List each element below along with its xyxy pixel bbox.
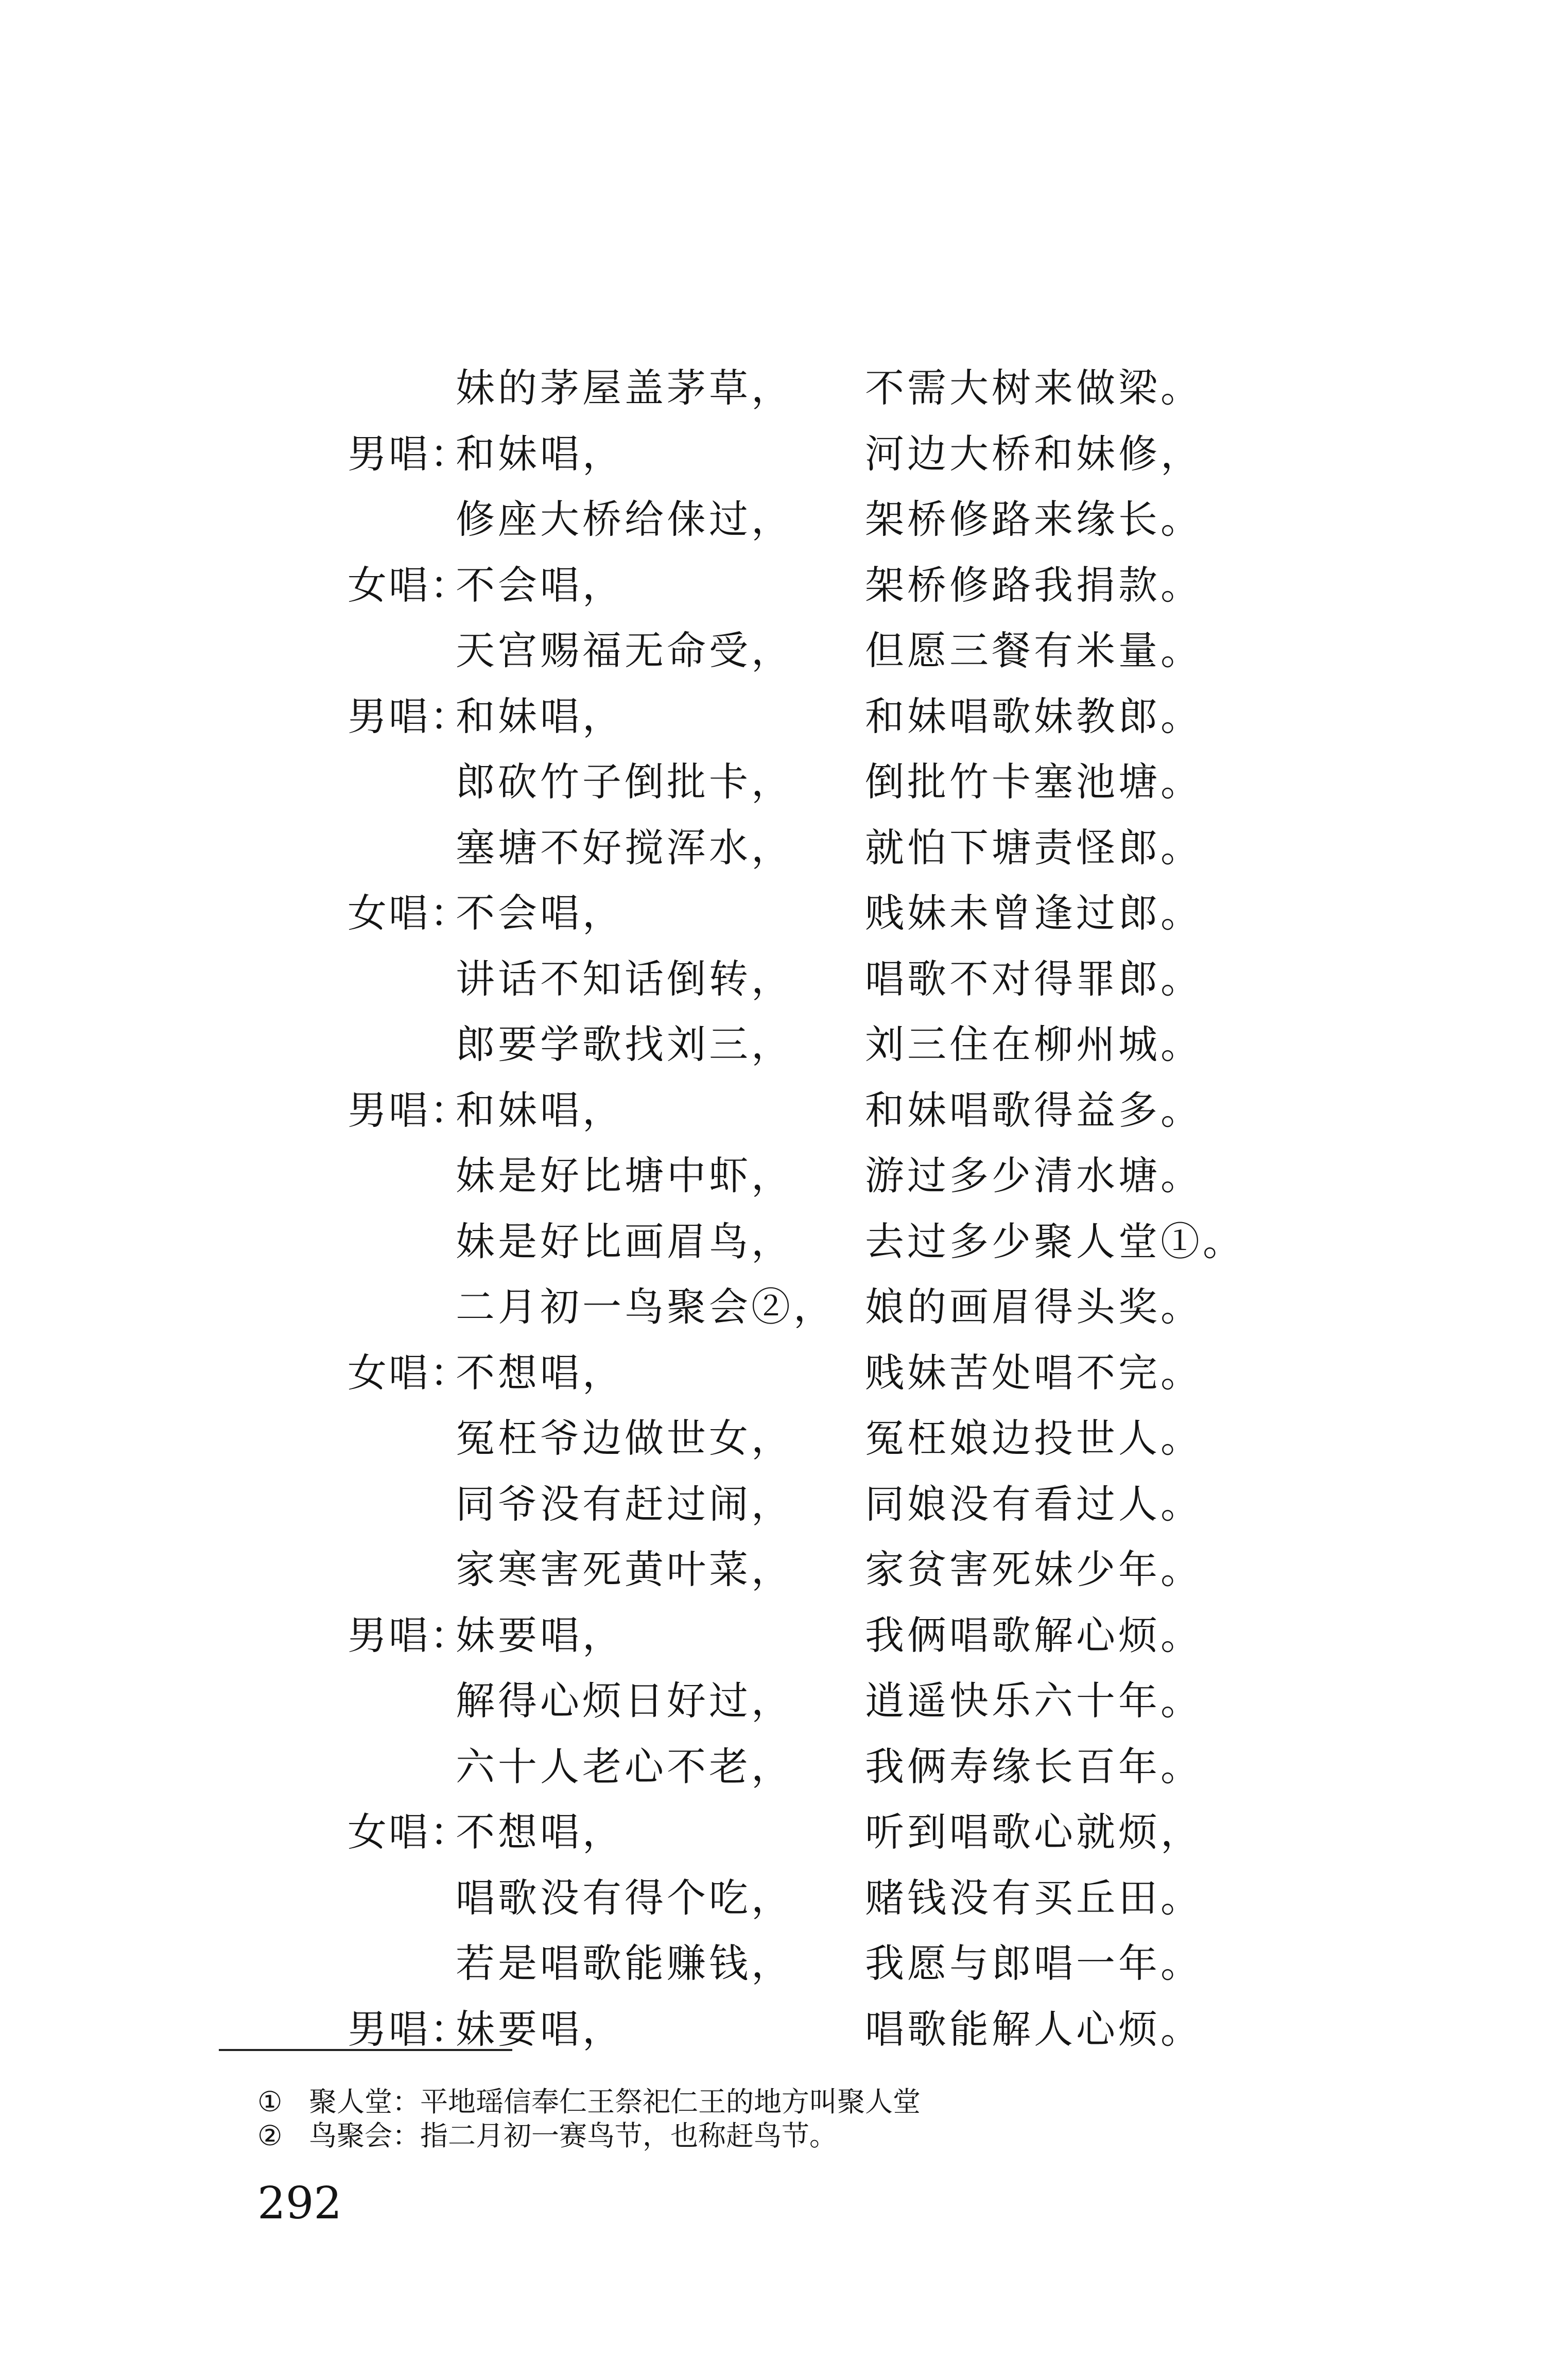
footnote-text: 聚人堂：平地瑶信奉仁王祭祀仁王的地方叫聚人堂 bbox=[309, 2086, 921, 2118]
first-half-verse: 家寒害死黄叶菜， bbox=[456, 1547, 793, 1592]
footnote-mark: ① bbox=[257, 2086, 283, 2118]
first-half-verse: 二月初一鸟聚会②， bbox=[456, 1284, 836, 1330]
poem-line bbox=[0, 421, 1542, 487]
first-half-verse: 解得心烦日好过， bbox=[456, 1678, 793, 1724]
second-half-verse: 游过多少清水塘。 bbox=[865, 1153, 1203, 1198]
poem-line bbox=[0, 1799, 1542, 1865]
second-half-verse: 架桥修路我捐款。 bbox=[865, 562, 1203, 608]
poem-line bbox=[0, 1209, 1542, 1275]
first-half-verse: 天宫赐福无命受， bbox=[456, 628, 793, 673]
first-half-verse: 妹的茅屋盖茅草， bbox=[456, 365, 793, 411]
first-half-verse: 不会唱， bbox=[456, 562, 625, 608]
first-half-verse: 冤枉爷边做世女， bbox=[456, 1415, 793, 1461]
second-half-verse: 我俩唱歌解心烦。 bbox=[865, 1612, 1203, 1658]
second-half-verse: 冤枉娘边投世人。 bbox=[865, 1415, 1203, 1461]
first-half-verse: 讲话不知话倒转， bbox=[456, 956, 793, 1002]
poem-line bbox=[0, 552, 1542, 618]
poem-line bbox=[0, 1931, 1542, 1996]
speaker-label: 男唱： bbox=[348, 1612, 471, 1658]
speaker-label: 女唱： bbox=[348, 890, 471, 936]
second-half-verse: 去过多少聚人堂①。 bbox=[865, 1218, 1245, 1264]
second-half-verse: 架桥修路来缘长。 bbox=[865, 496, 1203, 542]
second-half-verse: 唱歌能解人心烦。 bbox=[865, 2006, 1203, 2052]
first-half-verse: 妹是好比画眉鸟， bbox=[456, 1218, 793, 1264]
poem-line bbox=[0, 1274, 1542, 1340]
speaker-label: 女唱： bbox=[348, 1809, 471, 1855]
first-half-verse: 塞塘不好搅浑水， bbox=[456, 824, 793, 871]
poem-line bbox=[0, 1996, 1542, 2062]
second-half-verse: 河边大桥和妹修， bbox=[865, 430, 1203, 477]
poem-line bbox=[0, 618, 1542, 684]
second-half-verse: 但愿三餐有米量。 bbox=[865, 628, 1203, 673]
first-half-verse: 不想唱， bbox=[456, 1349, 625, 1396]
second-half-verse: 贱妹未曾逢过郎。 bbox=[865, 890, 1203, 936]
poem-line bbox=[0, 355, 1542, 421]
second-half-verse: 和妹唱歌得益多。 bbox=[865, 1087, 1203, 1133]
first-half-verse: 和妹唱， bbox=[456, 693, 625, 739]
poem-line bbox=[0, 1143, 1542, 1209]
footnote bbox=[257, 2085, 921, 2119]
first-half-verse: 妹是好比塘中虾， bbox=[456, 1153, 793, 1198]
poem-line bbox=[0, 815, 1542, 881]
poem-line bbox=[0, 1537, 1542, 1603]
first-half-verse: 不想唱， bbox=[456, 1809, 625, 1855]
footnote-divider bbox=[219, 2049, 512, 2051]
second-half-verse: 我俩寿缘长百年。 bbox=[865, 1743, 1203, 1790]
second-half-verse: 唱歌不对得罪郎。 bbox=[865, 956, 1203, 1002]
footnote-mark: ② bbox=[257, 2120, 283, 2152]
second-half-verse: 家贫害死妹少年。 bbox=[865, 1547, 1203, 1592]
second-half-verse: 我愿与郎唱一年。 bbox=[865, 1940, 1203, 1986]
second-half-verse: 和妹唱歌妹教郎。 bbox=[865, 693, 1203, 739]
poem-line bbox=[0, 749, 1542, 815]
second-half-verse: 赌钱没有买丘田。 bbox=[865, 1874, 1203, 1921]
poem-line bbox=[0, 880, 1542, 946]
poem-line bbox=[0, 1078, 1542, 1143]
second-half-verse: 听到唱歌心就烦， bbox=[865, 1809, 1203, 1855]
footnote-text: 鸟聚会：指二月初一赛鸟节，也称赶鸟节。 bbox=[309, 2120, 837, 2152]
first-half-verse: 唱歌没有得个吃， bbox=[456, 1874, 793, 1921]
first-half-verse: 不会唱， bbox=[456, 890, 625, 936]
second-half-verse: 娘的画眉得头奖。 bbox=[865, 1284, 1203, 1330]
second-half-verse: 同娘没有看过人。 bbox=[865, 1481, 1203, 1527]
first-half-verse: 和妹唱， bbox=[456, 430, 625, 477]
speaker-label: 男唱： bbox=[348, 2006, 471, 2052]
first-half-verse: 修座大桥给俫过， bbox=[456, 496, 793, 542]
first-half-verse: 妹要唱， bbox=[456, 2006, 625, 2052]
footnote bbox=[257, 2119, 921, 2153]
page-number: 292 bbox=[257, 2178, 342, 2229]
first-half-verse: 若是唱歌能赚钱， bbox=[456, 1940, 793, 1986]
speaker-label: 女唱： bbox=[348, 1349, 471, 1396]
poem-line bbox=[0, 1734, 1542, 1800]
poem-body bbox=[0, 355, 1542, 2062]
second-half-verse: 就怕下塘责怪郎。 bbox=[865, 824, 1203, 871]
poem-line bbox=[0, 1012, 1542, 1078]
speaker-label: 男唱： bbox=[348, 430, 471, 477]
poem-line bbox=[0, 1668, 1542, 1734]
first-half-verse: 同爷没有赶过闹， bbox=[456, 1481, 793, 1527]
speaker-label: 男唱： bbox=[348, 1087, 471, 1133]
poem-line bbox=[0, 1340, 1542, 1406]
poem-line bbox=[0, 946, 1542, 1012]
second-half-verse: 贱妹苦处唱不完。 bbox=[865, 1349, 1203, 1396]
second-half-verse: 刘三住在柳州城。 bbox=[865, 1021, 1203, 1067]
speaker-label: 女唱： bbox=[348, 562, 471, 608]
first-half-verse: 和妹唱， bbox=[456, 1087, 625, 1133]
poem-line bbox=[0, 1405, 1542, 1471]
first-half-verse: 郎要学歌找刘三， bbox=[456, 1021, 793, 1067]
poem-line bbox=[0, 1865, 1542, 1931]
footnotes bbox=[257, 2085, 921, 2153]
first-half-verse: 六十人老心不老， bbox=[456, 1743, 793, 1790]
first-half-verse: 郎砍竹子倒批卡， bbox=[456, 759, 793, 805]
second-half-verse: 倒批竹卡塞池塘。 bbox=[865, 759, 1203, 805]
poem-line bbox=[0, 684, 1542, 750]
poem-line bbox=[0, 487, 1542, 552]
poem-line bbox=[0, 1603, 1542, 1669]
speaker-label: 男唱： bbox=[348, 693, 471, 739]
poem-line bbox=[0, 1471, 1542, 1537]
first-half-verse: 妹要唱， bbox=[456, 1612, 625, 1658]
second-half-verse: 逍遥快乐六十年。 bbox=[865, 1678, 1203, 1724]
second-half-verse: 不需大树来做梁。 bbox=[865, 365, 1203, 411]
